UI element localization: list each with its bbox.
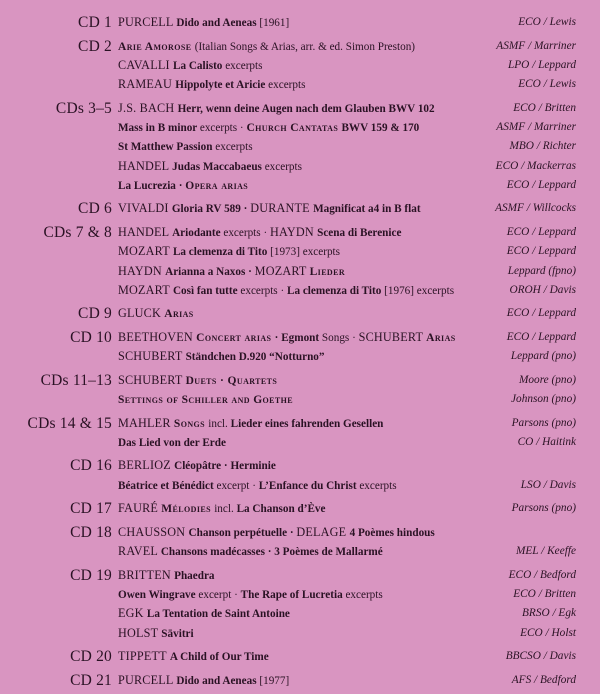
- track-row: [0, 414, 600, 433]
- performers: OROH / Davis: [509, 283, 576, 296]
- cd-group: [0, 523, 600, 562]
- work-text-title: La Lucrezia ·: [118, 179, 186, 192]
- track-row: [0, 118, 600, 137]
- work-text-title: Chansons madécasses · 3 Poèmes de Mallarmé: [160, 546, 383, 559]
- cd-group: [0, 371, 600, 410]
- cd-number: CDs 3–5: [55, 99, 112, 117]
- work-text-comp: VIVALDI: [118, 201, 172, 216]
- track-row: [0, 604, 600, 623]
- cd-number: CD 2: [78, 37, 112, 55]
- work-text-title: Herr, wenn deine Augen nach dem Glauben BWV 102: [177, 102, 435, 115]
- cd-number: CD 9: [78, 305, 112, 323]
- work-text-note: excerpts: [264, 160, 302, 173]
- work-description: [118, 542, 383, 562]
- work-text-note: excerpts ·: [223, 226, 270, 239]
- work-description: [118, 414, 383, 434]
- work-text-title: Arianna a Naxos ·: [165, 265, 255, 278]
- performers: ECO / Mackerras: [495, 159, 576, 172]
- work-text-sc: Church Cantatas: [246, 121, 342, 134]
- work-description: [118, 585, 383, 605]
- performers: ECO / Britten: [513, 588, 576, 601]
- work-text-title: La Tentation de Saint Antoine: [146, 608, 290, 621]
- work-text-title: Phaedra: [174, 569, 215, 582]
- cd-number: CD 10: [70, 328, 112, 346]
- track-row: [0, 281, 600, 300]
- work-text-title: Dido and Aeneas: [176, 674, 260, 687]
- track-row: [0, 566, 600, 585]
- work-description: [118, 242, 340, 262]
- cd-group: [0, 499, 600, 518]
- cd-group: [0, 37, 600, 95]
- cd-number: CD 16: [70, 457, 112, 475]
- work-text-comp: SCHUBERT: [118, 372, 186, 387]
- work-text-note: excerpts ·: [199, 121, 247, 134]
- work-text-note: excerpt ·: [216, 479, 259, 492]
- work-text-comp: MOZART: [254, 263, 310, 278]
- work-description: [118, 347, 325, 367]
- work-text-comp: BRITTEN: [118, 567, 175, 582]
- track-row: [0, 137, 600, 156]
- work-text-title: Cléopâtre · Herminie: [174, 460, 276, 473]
- cd-number: CD 6: [78, 200, 112, 218]
- performers: Leppard (pno): [510, 350, 576, 363]
- work-text-comp: MAHLER: [118, 415, 174, 430]
- cd-number: CD 18: [70, 523, 112, 541]
- work-description: [118, 390, 293, 410]
- cd-group: [0, 456, 600, 495]
- work-description: [118, 604, 290, 624]
- work-text-title: Lieder eines fahrenden Gesellen: [230, 417, 384, 430]
- work-description: [118, 456, 276, 476]
- performers: ECO / Lewis: [518, 78, 576, 91]
- performers: Moore (pno): [519, 373, 576, 386]
- track-row: [0, 647, 600, 666]
- work-text-comp: HANDEL: [118, 224, 173, 239]
- performers: BRSO / Egk: [522, 607, 576, 620]
- work-description: [118, 624, 194, 644]
- track-row: [0, 199, 600, 218]
- work-description: [118, 157, 302, 177]
- work-text-note: excerpts: [359, 479, 397, 492]
- work-text-comp: SCHUBERT: [358, 329, 427, 344]
- work-text-title: La Calisto: [172, 59, 226, 72]
- work-text-note: [1961]: [259, 17, 290, 29]
- cd-group: [0, 414, 600, 453]
- performers: MBO / Richter: [509, 140, 576, 153]
- track-row: [0, 304, 600, 323]
- cd-group: [0, 199, 600, 218]
- work-text-comp: TIPPETT: [118, 649, 170, 664]
- cd-number: CD 21: [70, 671, 112, 689]
- work-text-sc: Mélodies: [161, 503, 215, 516]
- work-text-title: Così fan tutte: [172, 284, 241, 297]
- work-text-sc: Arie Amorose: [118, 40, 195, 53]
- work-text-title: Gloria RV 589 ·: [171, 203, 251, 216]
- work-text-comp: RAMEAU: [118, 77, 176, 92]
- work-text-sc: Arias: [164, 308, 194, 321]
- work-text-title: Scena di Berenice: [317, 226, 402, 239]
- work-text-comp: BEETHOVEN: [118, 329, 197, 344]
- work-text-note: excerpts ·: [240, 284, 287, 297]
- work-text-note: excerpt ·: [198, 589, 241, 602]
- performers: LSO / Davis: [520, 478, 576, 491]
- work-text-title: Hippolyte et Aricie: [175, 79, 269, 92]
- work-description: [118, 476, 397, 496]
- performers: MEL / Keeffe: [515, 545, 576, 558]
- performers: ECO / Leppard: [506, 225, 576, 238]
- track-row: [0, 37, 600, 56]
- performers: LPO / Leppard: [508, 58, 576, 71]
- cd-number: CD 19: [70, 566, 112, 584]
- work-text-title: La clemenza di Tito: [286, 284, 385, 297]
- work-description: [118, 137, 253, 157]
- work-description: [118, 328, 456, 348]
- track-row: [0, 390, 600, 409]
- work-text-comp: CAVALLI: [118, 57, 173, 72]
- work-text-title: Das Lied von der Erde: [118, 436, 226, 449]
- performers: ECO / Leppard: [506, 330, 576, 343]
- performers: ECO / Holst: [520, 626, 576, 639]
- work-description: [118, 566, 215, 586]
- work-description: [118, 13, 289, 33]
- work-description: [118, 37, 415, 57]
- work-text-sc: Lieder: [309, 265, 346, 278]
- work-text-note: excerpts: [215, 141, 253, 154]
- work-description: [118, 199, 421, 219]
- work-text-comp: DURANTE: [250, 201, 314, 216]
- work-description: [118, 304, 194, 324]
- work-text-comp: FAURÉ: [118, 501, 162, 516]
- performers: ECO / Britten: [513, 101, 576, 114]
- cd-group: [0, 99, 600, 195]
- cd-group: [0, 223, 600, 300]
- work-text-title: Dido and Aeneas: [176, 17, 260, 29]
- work-text-title: Owen Wingrave: [118, 589, 199, 602]
- work-description: [118, 523, 435, 543]
- work-text-sc: Arias: [426, 331, 456, 344]
- track-row: [0, 671, 600, 690]
- cd-number: CDs 14 & 15: [27, 414, 112, 432]
- cd-group: [0, 13, 600, 32]
- work-text-title: Judas Maccabaeus: [172, 160, 265, 173]
- cd-number: CD 20: [70, 648, 112, 666]
- performers: ASMF / Marriner: [496, 120, 576, 133]
- work-text-comp: HAYDN: [269, 224, 318, 239]
- cd-number: CDs 7 & 8: [43, 223, 112, 241]
- performers: BBCSO / Davis: [505, 650, 576, 663]
- performers: ASMF / Marriner: [496, 39, 576, 52]
- cd-group: [0, 566, 600, 643]
- work-text-comp: BERLIOZ: [118, 458, 175, 473]
- work-text-comp: EGK: [118, 606, 147, 621]
- track-row: [0, 223, 600, 242]
- track-row: [0, 347, 600, 366]
- work-text-comp: J.S. BACH: [118, 100, 178, 115]
- work-text-comp: SCHUBERT: [118, 349, 186, 364]
- performers: ECO / Leppard: [506, 307, 576, 320]
- track-row: [0, 99, 600, 118]
- work-description: [118, 281, 454, 301]
- work-text-note: excerpts: [345, 589, 383, 602]
- track-row: [0, 242, 600, 261]
- work-description: [118, 433, 226, 453]
- work-text-comp: PURCELL: [118, 15, 177, 29]
- work-text-title: Ständchen D.920 “Notturno”: [185, 351, 325, 364]
- work-text-sc: Songs: [173, 417, 209, 430]
- work-description: [118, 118, 419, 138]
- work-text-sc: Settings of Schiller and Goethe: [118, 394, 293, 407]
- work-description: [118, 371, 277, 391]
- work-text-comp: HAYDN: [118, 263, 166, 278]
- work-text-sc: Concert arias: [196, 331, 275, 344]
- work-description: [118, 223, 401, 243]
- work-text-comp: CHAUSSON: [118, 524, 189, 539]
- performers: AFS / Bedford: [511, 673, 576, 686]
- work-description: [118, 99, 435, 119]
- cd-group: [0, 328, 600, 367]
- work-text-title: Sāvitri: [161, 627, 194, 640]
- work-description: [118, 671, 289, 691]
- work-text-note: excerpts: [225, 59, 263, 72]
- work-text-note: [1976] excerpts: [384, 284, 455, 297]
- work-text-comp: RAVEL: [118, 544, 161, 559]
- performers: Johnson (pno): [511, 393, 576, 406]
- work-text-title: La clemenza di Tito: [172, 246, 271, 259]
- work-description: [118, 499, 325, 519]
- work-text-title: The Rape of Lucretia: [240, 589, 346, 602]
- work-text-note: incl.: [214, 503, 237, 516]
- work-text-comp: HANDEL: [118, 158, 173, 173]
- track-row: [0, 262, 600, 281]
- work-text-title: St Matthew Passion: [118, 141, 216, 154]
- work-text-note: (Italian Songs & Arias, arr. & ed. Simon Preston): [194, 40, 416, 53]
- track-row: [0, 585, 600, 604]
- performers: Parsons (pno): [511, 502, 576, 515]
- work-text-note: Songs ·: [321, 331, 359, 344]
- work-description: [118, 176, 248, 196]
- track-row: [0, 56, 600, 75]
- work-text-note: excerpts: [268, 79, 306, 92]
- track-row: [0, 328, 600, 347]
- work-text-sc: Duets · Quartets: [185, 374, 278, 387]
- cd-group: [0, 304, 600, 323]
- work-description: [118, 647, 269, 667]
- performers: ECO / Bedford: [508, 568, 576, 581]
- work-text-note: incl.: [208, 417, 231, 430]
- work-text-title: Mass in B minor: [118, 121, 200, 134]
- performers: ASMF / Willcocks: [495, 202, 576, 215]
- work-description: [118, 56, 262, 76]
- work-text-title: Béatrice et Bénédict: [118, 479, 217, 492]
- cd-group: [0, 671, 600, 690]
- track-row: [0, 624, 600, 643]
- work-text-comp: PURCELL: [118, 672, 177, 687]
- track-row: [0, 476, 600, 495]
- work-description: [118, 75, 305, 95]
- work-text-title: Magnificat a4 in B flat: [313, 203, 421, 216]
- work-text-title: BWV 159 & 170: [341, 121, 420, 134]
- track-row: [0, 13, 600, 32]
- work-text-title: 4 Poèmes hindous: [349, 526, 435, 539]
- cd-group: [0, 647, 600, 666]
- work-text-note: [1977]: [259, 674, 290, 687]
- track-row: [0, 176, 600, 195]
- track-row: [0, 75, 600, 94]
- performers: CO / Haitink: [517, 435, 576, 448]
- work-text-title: A Child of Our Time: [169, 651, 269, 664]
- performers: ECO / Leppard: [506, 178, 576, 191]
- work-text-comp: MOZART: [118, 282, 173, 297]
- track-row: [0, 456, 600, 475]
- work-text-title: L’Enfance du Christ: [258, 479, 360, 492]
- performers: Parsons (pno): [511, 416, 576, 429]
- track-row: [0, 157, 600, 176]
- track-row: [0, 433, 600, 452]
- work-text-title: La Chanson d’Ève: [236, 503, 326, 516]
- work-text-sc: Opera arias: [185, 179, 249, 192]
- work-text-title: · Egmont: [274, 331, 322, 344]
- work-text-note: [1973] excerpts: [270, 246, 341, 259]
- cd-number: CD 17: [70, 500, 112, 518]
- track-row: [0, 371, 600, 390]
- track-row: [0, 542, 600, 561]
- work-text-comp: DELAGE: [296, 524, 350, 539]
- work-text-comp: GLUCK: [118, 306, 165, 321]
- work-text-title: Ariodante: [172, 226, 224, 239]
- cd-number: CD 1: [78, 14, 112, 31]
- track-row: [0, 499, 600, 518]
- work-description: [118, 262, 345, 282]
- work-text-comp: MOZART: [118, 244, 173, 259]
- performers: ECO / Leppard: [506, 245, 576, 258]
- track-row: [0, 523, 600, 542]
- performers: Leppard (fpno): [507, 264, 576, 277]
- cd-tracklist: [0, 13, 600, 694]
- performers: ECO / Lewis: [518, 16, 576, 28]
- work-text-comp: HOLST: [118, 625, 162, 640]
- cd-number: CDs 11–13: [40, 371, 112, 389]
- work-text-title: Chanson perpétuelle ·: [188, 526, 297, 539]
